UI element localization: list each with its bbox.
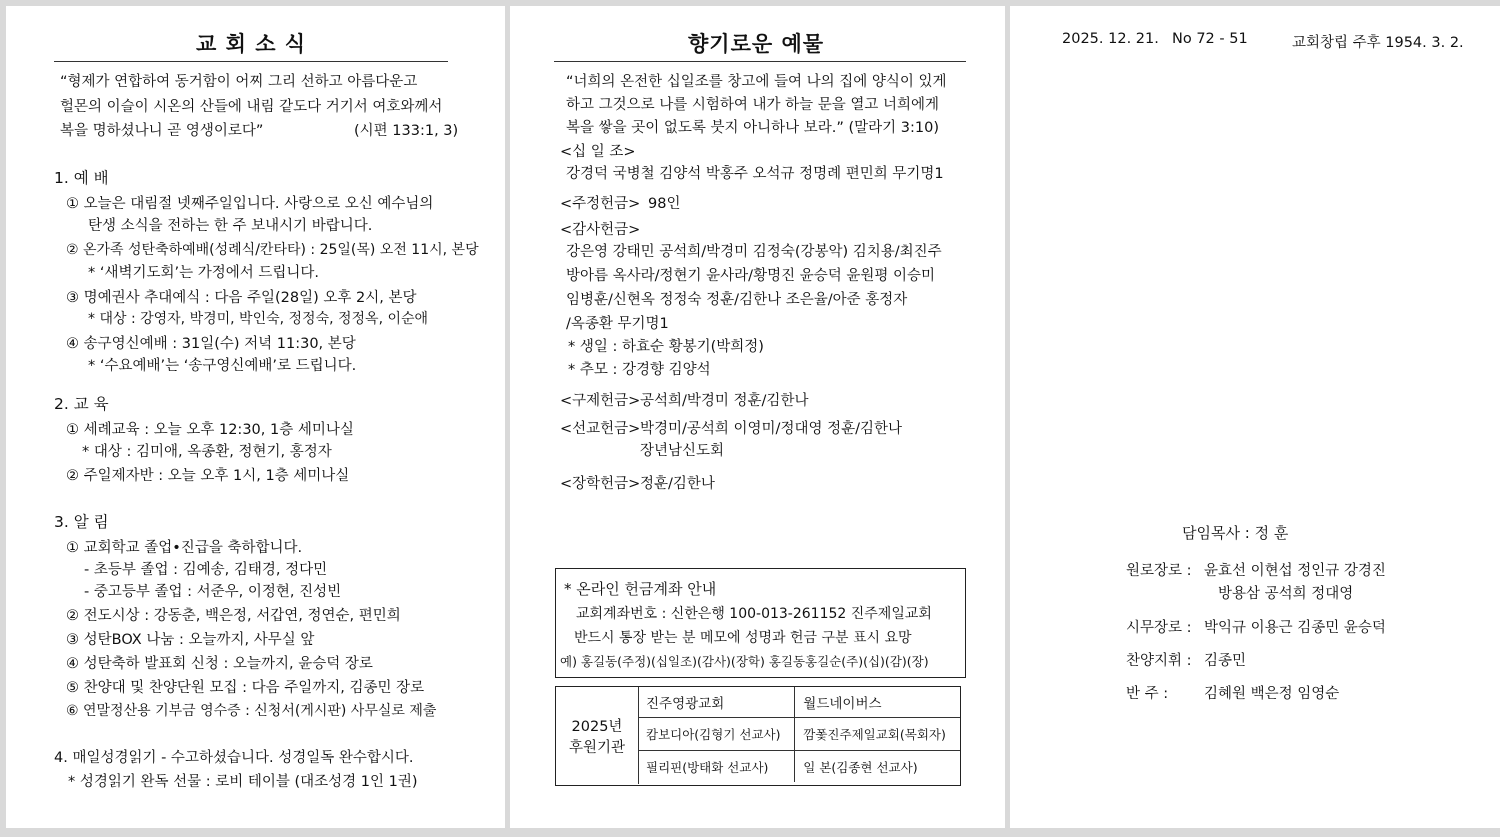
offering-label: <장학헌금> [560,476,641,492]
list-item: - 초등부 졸업 : 김예송, 김태경, 정다민 [84,562,328,578]
founding-date: 교회창립 주후 1954. 3. 2. [1292,35,1464,51]
church-news-panel [6,6,505,828]
section-heading: 4. 매일성경읽기 - 수고하셨습니다. 성경일독 완수합시다. [54,750,414,766]
list-item: * 대상 : 김미애, 옥종환, 정현기, 홍정자 [82,444,332,460]
offering-names: 장년남신도회 [640,443,725,459]
section-heading: 1. 예 배 [54,169,109,187]
list-item: ④ 송구영신예배 : 31일(수) 저녁 11:30, 본당 [66,336,356,352]
senior-pastor [1182,522,1288,543]
offering-label: <선교헌금> [560,421,641,437]
page-title: 교 회 소 식 [196,32,307,56]
choir-director-name: 김종민 [1204,653,1247,669]
active-elders-label: 시무장로 : [1126,620,1192,636]
emeritus-elders-label: 원로장로 : [1126,563,1192,579]
active-elders-names: 박익규 이용근 김종민 윤승덕 [1204,620,1386,636]
section-heading: 3. 알 림 [54,513,109,531]
verse-line: “형제가 연합하여 동거함이 어찌 그리 선하고 아름다운고 [60,74,418,90]
emeritus-elders-names: 방용삼 공석희 정대영 [1218,586,1354,602]
accompanist-label: 반 주 : [1126,686,1169,702]
issue-number: No 72 - 51 [1172,31,1248,47]
offering-label: <구제헌금> [560,393,641,409]
birthday-note: * 생일 : 하효순 황봉기(박희정) [568,339,764,355]
support-table [638,687,960,782]
bulletin-date: 2025. 12. 21. [1062,31,1159,47]
list-item: * ‘수요예배’는 ‘송구영신예배’로 드립니다. [88,358,357,374]
verse-line: “너희의 온전한 십일조를 창고에 들여 나의 집에 양식이 있게 [566,74,947,90]
table-cell: 캄보디아(김형기 선교사) [638,718,795,751]
online-account-title: * 온라인 헌금계좌 안내 [564,580,717,598]
choir-director-label: 찬양지휘 : [1126,653,1192,669]
list-item: ③ 명예권사 추대예식 : 다음 주일(28일) 오후 2시, 본당 [66,290,417,306]
table-row [638,718,960,751]
offering-names: 임병훈/신현옥 정정숙 정훈/김한나 조은율/아준 홍정자 [566,292,908,308]
list-item: ② 온가족 성탄축하예배(성례식/칸타타) : 25일(목) 오전 11시, 본당 [66,242,479,258]
list-item: ② 주일제자반 : 오늘 오후 1시, 1층 세미나실 [66,468,350,484]
account-number: 교회계좌번호 : 신한은행 100-013-261152 진주제일교회 [576,606,932,622]
account-memo: 반드시 통장 받는 분 메모에 성명과 헌금 구분 표시 요망 [574,630,912,646]
offering-label: <십 일 조> [560,144,636,160]
list-item: 탄생 소식을 전하는 한 주 보내시기 바랍니다. [88,218,373,234]
table-cell: 일 본(김종현 선교사) [795,751,960,783]
list-item: ① 세례교육 : 오늘 오후 12:30, 1층 세미나실 [66,422,354,438]
list-item: ③ 성탄BOX 나눔 : 오늘까지, 사무실 앞 [66,632,315,648]
offering-names: 박경미/공석희 이영미/정대영 정훈/김한나 [640,421,902,437]
verse-line: 헐몬의 이슬이 시온의 산들에 내림 같도다 거기서 여호와께서 [60,99,443,115]
list-item: ⑥ 연말정산용 기부금 영수증 : 신청서(게시판) 사무실로 제출 [66,703,437,719]
list-item: ⑤ 찬양대 및 찬양단원 모집 : 다음 주일까지, 김종민 장로 [66,680,425,696]
table-cell: 깜퐃진주제일교회(목회자) [795,718,960,751]
verse-line: 하고 그것으로 나를 시험하여 내가 하늘 문을 열고 너희에게 [566,97,940,113]
online-account-box [555,568,966,678]
list-item: ① 교회학교 졸업•진급을 축하합니다. [66,540,303,556]
info-panel [1010,6,1500,828]
verse-reference: (시편 133:1, 3) [354,123,459,139]
offering-names: 정훈/김한나 [640,476,715,492]
offering-names: 강경덕 국병철 김양석 박홍주 오석규 정명례 편민희 무기명1 [566,166,944,182]
section-heading: 2. 교 육 [54,395,109,413]
offering-names: 방아름 옥사라/정현기 윤사라/황명진 윤승덕 윤원평 이승미 [566,268,935,284]
offering-panel [510,6,1005,828]
list-item: * 성경읽기 완독 선물 : 로비 테이블 (대조성경 1인 1권) [68,774,418,790]
account-example: 예) 홍길동(주정)(십일조)(감사)(장학) 홍길동홍길순(주)(십)(감)(장) [560,654,929,669]
table-row [638,751,960,783]
table-cell: 필리핀(방태화 선교사) [638,751,795,783]
table-row [638,687,960,718]
verse-line: 복을 쌓을 곳이 없도록 붓지 아니하나 보라.” (말라기 3:10) [566,120,940,136]
list-item: - 중고등부 졸업 : 서준우, 이정현, 진성빈 [84,584,342,600]
offering-count: 98인 [648,196,681,212]
offering-label: <감사헌금> [560,222,641,238]
accompanist-names: 김혜원 백은정 임영순 [1204,686,1340,702]
pastor-label: 담임목사 : [1182,524,1255,542]
offering-names: /옥종환 무기명1 [566,316,669,332]
support-year: 2025년 [571,718,623,735]
list-item: ④ 성탄축하 발표회 신청 : 오늘까지, 윤승덕 장로 [66,656,373,672]
memorial-note: * 추모 : 강경향 김양석 [568,362,711,378]
list-item: * ‘새벽기도회’는 가정에서 드립니다. [88,265,320,281]
offering-label: <주정헌금> [560,196,641,212]
support-organizations-box [555,686,961,786]
list-item: ① 오늘은 대림절 넷째주일입니다. 사랑으로 오신 예수님의 [66,196,434,212]
offering-names: 강은영 강태민 공석희/박경미 김정숙(강봉악) 김치용/최진주 [566,244,942,260]
table-cell: 진주영광교회 [638,687,795,718]
list-item: * 대상 : 강영자, 박경미, 박인숙, 정정숙, 정정옥, 이순애 [88,311,429,327]
table-cell: 월드네이버스 [795,687,960,718]
offering-names: 공석희/박경미 정훈/김한나 [640,393,809,409]
emeritus-elders-names: 윤효선 이현섭 정인규 강경진 [1204,563,1386,579]
pastor-name: 정 훈 [1254,524,1289,542]
support-label: 후원기관 [568,739,626,756]
page-title: 향기로운 예물 [688,32,825,56]
list-item: ② 전도시상 : 강동춘, 백은정, 서갑연, 정연순, 편민희 [66,608,401,624]
support-header [556,687,639,784]
verse-line: 복을 명하셨나니 곧 영생이로다” [60,123,264,139]
